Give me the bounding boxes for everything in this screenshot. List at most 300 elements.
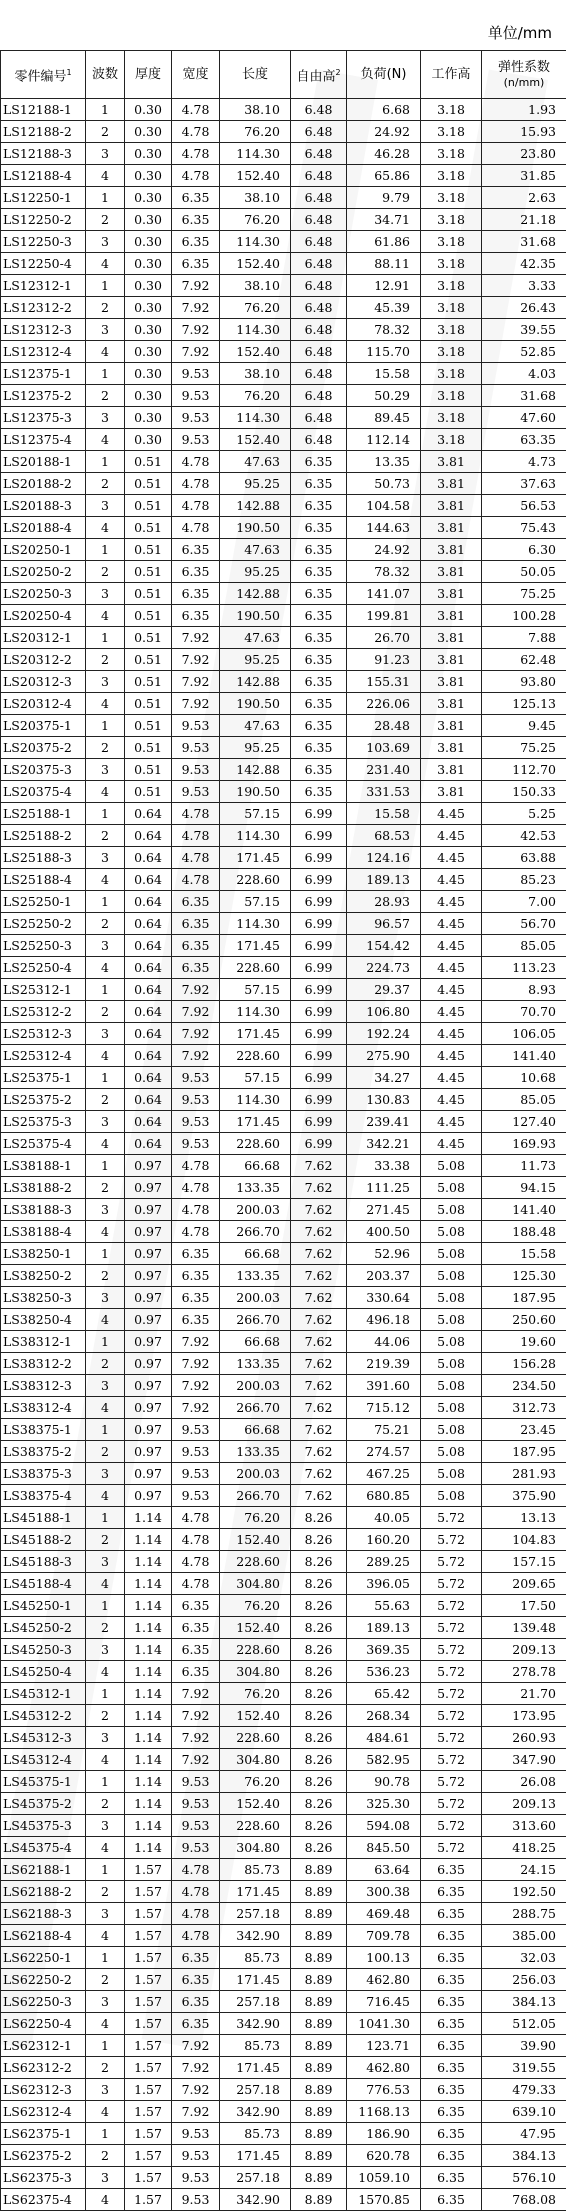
- cell-length: 171.45: [220, 935, 291, 957]
- table-row: [1, 363, 566, 385]
- cell-load: 89.45: [347, 407, 421, 429]
- table-row: [1, 1903, 566, 1925]
- cell-part-no: LS38250-1: [1, 1243, 86, 1265]
- cell-part-no: LS62312-2: [1, 2057, 86, 2079]
- cell-work-height: 3.81: [421, 671, 482, 693]
- cell-free-height: 6.48: [291, 319, 347, 341]
- cell-thickness: 0.30: [125, 297, 172, 319]
- cell-width: 7.92: [172, 1331, 220, 1353]
- cell-load: 469.48: [347, 1903, 421, 1925]
- cell-work-height: 5.72: [421, 1617, 482, 1639]
- cell-length: 114.30: [220, 143, 291, 165]
- cell-waves: 2: [86, 649, 125, 671]
- cell-work-height: 3.18: [421, 297, 482, 319]
- cell-free-height: 8.26: [291, 1507, 347, 1529]
- cell-waves: 1: [86, 99, 125, 121]
- cell-part-no: LS25250-2: [1, 913, 86, 935]
- header-part-no: 零件编号$^1$: [1, 51, 86, 99]
- cell-length: 200.03: [220, 1375, 291, 1397]
- table-row: [1, 1507, 566, 1529]
- cell-waves: 4: [86, 2013, 125, 2035]
- cell-spring-rate: 639.10: [482, 2101, 566, 2123]
- cell-part-no: LS20188-1: [1, 451, 86, 473]
- cell-thickness: 1.57: [125, 2189, 172, 2211]
- cell-length: 38.10: [220, 363, 291, 385]
- cell-width: 6.35: [172, 1639, 220, 1661]
- cell-work-height: 5.08: [421, 1331, 482, 1353]
- cell-part-no: LS25312-3: [1, 1023, 86, 1045]
- cell-work-height: 3.18: [421, 187, 482, 209]
- cell-free-height: 8.26: [291, 1683, 347, 1705]
- table-row: [1, 1661, 566, 1683]
- cell-work-height: 5.08: [421, 1287, 482, 1309]
- cell-work-height: 4.45: [421, 913, 482, 935]
- cell-work-height: 5.08: [421, 1397, 482, 1419]
- cell-thickness: 1.57: [125, 2035, 172, 2057]
- cell-waves: 3: [86, 1903, 125, 1925]
- spring-spec-table: [0, 50, 566, 2211]
- cell-width: 7.92: [172, 1683, 220, 1705]
- table-row: [1, 2123, 566, 2145]
- cell-thickness: 1.57: [125, 2013, 172, 2035]
- cell-free-height: 8.26: [291, 1771, 347, 1793]
- cell-part-no: LS38312-3: [1, 1375, 86, 1397]
- cell-thickness: 0.97: [125, 1375, 172, 1397]
- cell-free-height: 6.99: [291, 891, 347, 913]
- cell-waves: 4: [86, 1661, 125, 1683]
- cell-free-height: 6.99: [291, 869, 347, 891]
- cell-thickness: 1.14: [125, 1529, 172, 1551]
- cell-load: 369.35: [347, 1639, 421, 1661]
- cell-thickness: 0.51: [125, 693, 172, 715]
- cell-free-height: 8.26: [291, 1793, 347, 1815]
- cell-free-height: 8.89: [291, 1859, 347, 1881]
- cell-thickness: 0.97: [125, 1463, 172, 1485]
- cell-work-height: 5.08: [421, 1243, 482, 1265]
- cell-load: 342.21: [347, 1133, 421, 1155]
- cell-width: 4.78: [172, 803, 220, 825]
- cell-part-no: LS45188-2: [1, 1529, 86, 1551]
- cell-work-height: 5.72: [421, 1639, 482, 1661]
- cell-load: 155.31: [347, 671, 421, 693]
- cell-spring-rate: 150.33: [482, 781, 566, 803]
- cell-waves: 3: [86, 847, 125, 869]
- cell-part-no: LS12312-4: [1, 341, 86, 363]
- cell-waves: 4: [86, 693, 125, 715]
- cell-waves: 1: [86, 1155, 125, 1177]
- cell-part-no: LS38188-2: [1, 1177, 86, 1199]
- cell-thickness: 0.51: [125, 671, 172, 693]
- cell-work-height: 3.18: [421, 363, 482, 385]
- cell-spring-rate: 4.73: [482, 451, 566, 473]
- cell-waves: 2: [86, 913, 125, 935]
- table-row: [1, 2145, 566, 2167]
- cell-length: 342.90: [220, 2101, 291, 2123]
- cell-waves: 1: [86, 627, 125, 649]
- cell-waves: 2: [86, 385, 125, 407]
- cell-free-height: 6.99: [291, 1023, 347, 1045]
- cell-width: 4.78: [172, 1177, 220, 1199]
- cell-waves: 1: [86, 1595, 125, 1617]
- cell-load: 90.78: [347, 1771, 421, 1793]
- unit-label: 单位/mm: [488, 22, 552, 43]
- cell-thickness: 0.97: [125, 1331, 172, 1353]
- cell-load: 275.90: [347, 1045, 421, 1067]
- cell-waves: 4: [86, 165, 125, 187]
- cell-width: 9.53: [172, 385, 220, 407]
- cell-work-height: 5.72: [421, 1705, 482, 1727]
- cell-spring-rate: 39.55: [482, 319, 566, 341]
- cell-thickness: 1.57: [125, 2145, 172, 2167]
- cell-free-height: 6.48: [291, 407, 347, 429]
- cell-waves: 1: [86, 2035, 125, 2057]
- cell-thickness: 0.51: [125, 781, 172, 803]
- cell-width: 4.78: [172, 143, 220, 165]
- cell-length: 142.88: [220, 495, 291, 517]
- cell-waves: 2: [86, 1353, 125, 1375]
- cell-free-height: 6.48: [291, 187, 347, 209]
- cell-free-height: 6.99: [291, 957, 347, 979]
- cell-free-height: 6.99: [291, 803, 347, 825]
- cell-thickness: 0.30: [125, 341, 172, 363]
- table-row: [1, 187, 566, 209]
- cell-length: 342.90: [220, 2013, 291, 2035]
- cell-part-no: LS20188-2: [1, 473, 86, 495]
- cell-thickness: 0.97: [125, 1485, 172, 1507]
- cell-load: 9.79: [347, 187, 421, 209]
- cell-length: 190.50: [220, 693, 291, 715]
- cell-spring-rate: 209.13: [482, 1639, 566, 1661]
- cell-free-height: 8.26: [291, 1749, 347, 1771]
- cell-spring-rate: 157.15: [482, 1551, 566, 1573]
- cell-waves: 1: [86, 275, 125, 297]
- header-thickness: 厚度: [125, 51, 172, 99]
- cell-work-height: 4.45: [421, 1133, 482, 1155]
- cell-part-no: LS12188-4: [1, 165, 86, 187]
- cell-length: 47.63: [220, 715, 291, 737]
- cell-length: 152.40: [220, 1705, 291, 1727]
- cell-waves: 3: [86, 319, 125, 341]
- cell-waves: 3: [86, 1287, 125, 1309]
- cell-length: 257.18: [220, 1991, 291, 2013]
- cell-spring-rate: 47.60: [482, 407, 566, 429]
- cell-work-height: 3.81: [421, 759, 482, 781]
- cell-length: 142.88: [220, 671, 291, 693]
- cell-free-height: 7.62: [291, 1265, 347, 1287]
- cell-free-height: 8.89: [291, 1903, 347, 1925]
- cell-thickness: 0.97: [125, 1287, 172, 1309]
- cell-work-height: 4.45: [421, 1001, 482, 1023]
- cell-load: 103.69: [347, 737, 421, 759]
- table-row: [1, 99, 566, 121]
- cell-thickness: 0.51: [125, 561, 172, 583]
- cell-width: 7.92: [172, 1001, 220, 1023]
- cell-free-height: 8.89: [291, 2167, 347, 2189]
- cell-load: 130.83: [347, 1089, 421, 1111]
- cell-waves: 2: [86, 121, 125, 143]
- cell-width: 9.53: [172, 737, 220, 759]
- cell-part-no: LS20250-4: [1, 605, 86, 627]
- cell-length: 304.80: [220, 1749, 291, 1771]
- cell-length: 190.50: [220, 605, 291, 627]
- table-row: [1, 297, 566, 319]
- table-header-row: [1, 51, 566, 99]
- cell-part-no: LS62188-3: [1, 1903, 86, 1925]
- cell-load: 29.37: [347, 979, 421, 1001]
- cell-work-height: 3.81: [421, 781, 482, 803]
- cell-length: 85.73: [220, 1859, 291, 1881]
- cell-thickness: 0.51: [125, 759, 172, 781]
- cell-waves: 3: [86, 407, 125, 429]
- cell-width: 4.78: [172, 1881, 220, 1903]
- cell-width: 9.53: [172, 407, 220, 429]
- cell-part-no: LS25375-3: [1, 1111, 86, 1133]
- cell-length: 171.45: [220, 1881, 291, 1903]
- cell-width: 4.78: [172, 825, 220, 847]
- cell-load: 12.91: [347, 275, 421, 297]
- cell-thickness: 1.57: [125, 1881, 172, 1903]
- cell-load: 462.80: [347, 2057, 421, 2079]
- cell-part-no: LS62188-2: [1, 1881, 86, 1903]
- cell-width: 7.92: [172, 341, 220, 363]
- cell-spring-rate: 52.85: [482, 341, 566, 363]
- cell-thickness: 0.30: [125, 385, 172, 407]
- cell-length: 85.73: [220, 2123, 291, 2145]
- cell-length: 47.63: [220, 627, 291, 649]
- cell-part-no: LS25375-1: [1, 1067, 86, 1089]
- cell-spring-rate: 63.88: [482, 847, 566, 869]
- cell-spring-rate: 260.93: [482, 1727, 566, 1749]
- cell-free-height: 6.48: [291, 99, 347, 121]
- cell-width: 7.92: [172, 627, 220, 649]
- cell-free-height: 6.35: [291, 715, 347, 737]
- cell-load: 55.63: [347, 1595, 421, 1617]
- cell-work-height: 5.72: [421, 1529, 482, 1551]
- cell-free-height: 7.62: [291, 1199, 347, 1221]
- table-row: [1, 1441, 566, 1463]
- cell-waves: 4: [86, 341, 125, 363]
- cell-length: 200.03: [220, 1199, 291, 1221]
- cell-waves: 4: [86, 2101, 125, 2123]
- cell-load: 186.90: [347, 2123, 421, 2145]
- cell-length: 76.20: [220, 1507, 291, 1529]
- cell-part-no: LS20312-4: [1, 693, 86, 715]
- cell-width: 4.78: [172, 165, 220, 187]
- cell-spring-rate: 479.33: [482, 2079, 566, 2101]
- cell-thickness: 0.30: [125, 407, 172, 429]
- cell-free-height: 6.35: [291, 671, 347, 693]
- cell-part-no: LS62375-3: [1, 2167, 86, 2189]
- cell-work-height: 4.45: [421, 979, 482, 1001]
- cell-thickness: 0.51: [125, 715, 172, 737]
- cell-spring-rate: 3.33: [482, 275, 566, 297]
- cell-spring-rate: 209.13: [482, 1793, 566, 1815]
- cell-length: 152.40: [220, 429, 291, 451]
- cell-load: 144.63: [347, 517, 421, 539]
- table-row: [1, 649, 566, 671]
- cell-length: 228.60: [220, 1133, 291, 1155]
- cell-waves: 4: [86, 1485, 125, 1507]
- cell-length: 257.18: [220, 2079, 291, 2101]
- table-row: [1, 2035, 566, 2057]
- cell-length: 114.30: [220, 407, 291, 429]
- cell-part-no: LS38375-1: [1, 1419, 86, 1441]
- cell-load: 1168.13: [347, 2101, 421, 2123]
- cell-spring-rate: 50.05: [482, 561, 566, 583]
- cell-width: 6.35: [172, 2013, 220, 2035]
- cell-part-no: LS62312-1: [1, 2035, 86, 2057]
- cell-length: 47.63: [220, 539, 291, 561]
- table-row: [1, 1463, 566, 1485]
- cell-length: 228.60: [220, 1727, 291, 1749]
- cell-length: 142.88: [220, 583, 291, 605]
- cell-thickness: 0.97: [125, 1177, 172, 1199]
- cell-load: 467.25: [347, 1463, 421, 1485]
- cell-load: 15.58: [347, 363, 421, 385]
- cell-part-no: LS38188-3: [1, 1199, 86, 1221]
- header-length: 长度: [220, 51, 291, 99]
- cell-length: 76.20: [220, 121, 291, 143]
- cell-length: 38.10: [220, 187, 291, 209]
- cell-width: 7.92: [172, 1045, 220, 1067]
- cell-free-height: 8.26: [291, 1705, 347, 1727]
- cell-part-no: LS38250-3: [1, 1287, 86, 1309]
- cell-work-height: 3.81: [421, 737, 482, 759]
- cell-width: 9.53: [172, 1771, 220, 1793]
- cell-width: 4.78: [172, 1903, 220, 1925]
- cell-waves: 3: [86, 1991, 125, 2013]
- cell-spring-rate: 2.63: [482, 187, 566, 209]
- cell-free-height: 6.35: [291, 693, 347, 715]
- cell-part-no: LS62250-1: [1, 1947, 86, 1969]
- cell-spring-rate: 156.28: [482, 1353, 566, 1375]
- cell-part-no: LS12188-2: [1, 121, 86, 143]
- cell-length: 171.45: [220, 2057, 291, 2079]
- cell-width: 6.35: [172, 1617, 220, 1639]
- cell-spring-rate: 24.15: [482, 1859, 566, 1881]
- cell-spring-rate: 23.45: [482, 1419, 566, 1441]
- cell-free-height: 8.89: [291, 2013, 347, 2035]
- cell-load: 226.06: [347, 693, 421, 715]
- cell-waves: 1: [86, 1947, 125, 1969]
- cell-load: 78.32: [347, 319, 421, 341]
- cell-part-no: LS20375-1: [1, 715, 86, 737]
- cell-work-height: 3.81: [421, 473, 482, 495]
- cell-waves: 4: [86, 429, 125, 451]
- cell-spring-rate: 576.10: [482, 2167, 566, 2189]
- cell-thickness: 1.14: [125, 1815, 172, 1837]
- cell-spring-rate: 347.90: [482, 1749, 566, 1771]
- table-row: [1, 1683, 566, 1705]
- cell-spring-rate: 127.40: [482, 1111, 566, 1133]
- cell-width: 9.53: [172, 1133, 220, 1155]
- table-row: [1, 1727, 566, 1749]
- cell-thickness: 1.14: [125, 1837, 172, 1859]
- cell-free-height: 7.62: [291, 1375, 347, 1397]
- cell-length: 190.50: [220, 781, 291, 803]
- cell-waves: 2: [86, 1001, 125, 1023]
- cell-work-height: 6.35: [421, 2013, 482, 2035]
- cell-work-height: 5.08: [421, 1309, 482, 1331]
- cell-width: 4.78: [172, 451, 220, 473]
- cell-width: 9.53: [172, 1111, 220, 1133]
- cell-length: 76.20: [220, 1771, 291, 1793]
- cell-length: 266.70: [220, 1221, 291, 1243]
- cell-thickness: 0.30: [125, 121, 172, 143]
- header-width: 宽度: [172, 51, 220, 99]
- cell-width: 4.78: [172, 1221, 220, 1243]
- cell-thickness: 0.51: [125, 495, 172, 517]
- cell-length: 76.20: [220, 1595, 291, 1617]
- cell-width: 6.35: [172, 891, 220, 913]
- cell-length: 114.30: [220, 825, 291, 847]
- cell-length: 76.20: [220, 1683, 291, 1705]
- cell-width: 6.35: [172, 957, 220, 979]
- cell-work-height: 5.08: [421, 1485, 482, 1507]
- cell-spring-rate: 42.35: [482, 253, 566, 275]
- cell-spring-rate: 173.95: [482, 1705, 566, 1727]
- cell-spring-rate: 6.30: [482, 539, 566, 561]
- cell-spring-rate: 31.68: [482, 385, 566, 407]
- cell-part-no: LS12375-1: [1, 363, 86, 385]
- cell-waves: 1: [86, 451, 125, 473]
- cell-thickness: 0.97: [125, 1419, 172, 1441]
- cell-waves: 1: [86, 1067, 125, 1089]
- cell-work-height: 4.45: [421, 1067, 482, 1089]
- cell-part-no: LS25250-4: [1, 957, 86, 979]
- cell-length: 85.73: [220, 1947, 291, 1969]
- cell-work-height: 5.72: [421, 1771, 482, 1793]
- cell-width: 9.53: [172, 1837, 220, 1859]
- cell-load: 391.60: [347, 1375, 421, 1397]
- cell-free-height: 8.89: [291, 2079, 347, 2101]
- cell-waves: 4: [86, 1309, 125, 1331]
- cell-length: 228.60: [220, 1045, 291, 1067]
- cell-thickness: 1.57: [125, 1903, 172, 1925]
- cell-spring-rate: 7.88: [482, 627, 566, 649]
- table-row: [1, 1045, 566, 1067]
- cell-thickness: 0.30: [125, 231, 172, 253]
- cell-width: 9.53: [172, 429, 220, 451]
- cell-spring-rate: 8.93: [482, 979, 566, 1001]
- cell-work-height: 3.18: [421, 275, 482, 297]
- cell-part-no: LS12188-1: [1, 99, 86, 121]
- cell-load: 100.13: [347, 1947, 421, 1969]
- cell-waves: 1: [86, 1859, 125, 1881]
- cell-load: 300.38: [347, 1881, 421, 1903]
- cell-thickness: 0.97: [125, 1309, 172, 1331]
- cell-work-height: 6.35: [421, 2079, 482, 2101]
- cell-part-no: LS25312-2: [1, 1001, 86, 1023]
- cell-length: 304.80: [220, 1661, 291, 1683]
- cell-load: 274.57: [347, 1441, 421, 1463]
- table-row: [1, 1089, 566, 1111]
- cell-free-height: 6.35: [291, 737, 347, 759]
- cell-width: 6.35: [172, 583, 220, 605]
- cell-free-height: 6.48: [291, 385, 347, 407]
- cell-spring-rate: 37.63: [482, 473, 566, 495]
- cell-width: 6.35: [172, 1265, 220, 1287]
- cell-length: 66.68: [220, 1155, 291, 1177]
- cell-spring-rate: 31.68: [482, 231, 566, 253]
- cell-width: 6.35: [172, 1947, 220, 1969]
- cell-waves: 1: [86, 1331, 125, 1353]
- cell-part-no: LS25250-1: [1, 891, 86, 913]
- table-row: [1, 517, 566, 539]
- cell-free-height: 6.99: [291, 1089, 347, 1111]
- cell-thickness: 0.64: [125, 803, 172, 825]
- cell-waves: 4: [86, 1749, 125, 1771]
